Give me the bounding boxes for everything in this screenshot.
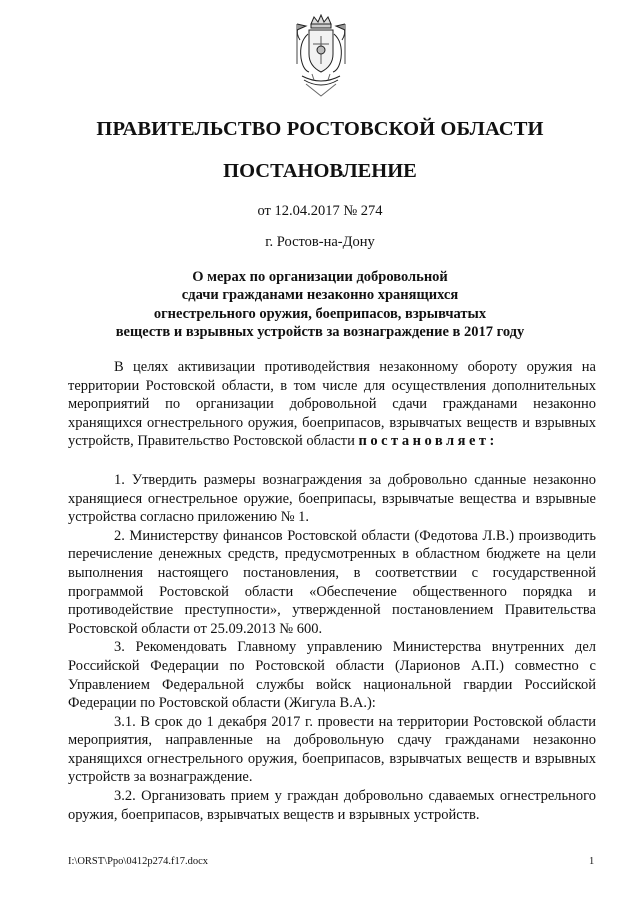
page-number: 1 <box>589 856 595 867</box>
subject-line: О мерах по организации добровольной <box>192 269 448 285</box>
preamble-paragraph <box>68 358 596 451</box>
subject-line: веществ и взрывных устройств за вознаграждение в 2017 году <box>115 324 525 341</box>
document-subject <box>100 268 540 342</box>
item-paragraph: 3. Рекомендовать Главному управлению Министерства внутренних дел Российской Федерации по Ростовской области (Ларионов А.П.) совместно с Управлением Федеральной службы войск национальной гвардии Российской Федерации по Ростовской области (Жигула В.А.): <box>68 639 596 712</box>
document-body <box>68 358 596 824</box>
subject-line: сдачи гражданами незаконно хранящихся <box>181 287 459 304</box>
preamble-text: В целях активизации противодействия незаконному обороту оружия на территории Ростовской области, в том числе для осуществления дополнительных мероприятий по организации добровольной сдачи гражданами незаконно хранящихся огнестрельного оружия, боеприпасов, взрывчатых веществ и взрывных устройств, Правительство Ростовской области <box>68 359 596 450</box>
item-paragraph: 3.2. Организовать прием у граждан добровольно сдаваемых огнестрельного оружия, боеприпасов, взрывчатых веществ и взрывных устройств. <box>68 788 596 823</box>
city: г. Ростов-на-Дону <box>265 234 375 250</box>
date-number: от 12.04.2017 № 274 <box>257 203 383 219</box>
subject-line: огнестрельного оружия, боеприпасов, взрывчатых <box>153 305 487 322</box>
decree-word: постановляет: <box>358 433 498 450</box>
document-type: ПОСТАНОВЛЕНИЕ <box>223 160 417 182</box>
organization-title: ПРАВИТЕЛЬСТВО РОСТОВСКОЙ ОБЛАСТИ <box>96 118 544 140</box>
item-paragraph: 1. Утвердить размеры вознаграждения за добровольно сданные незаконно хранящиеся огнестрельное оружие, боеприпасы, взрывчатые вещества и взрывные устройства согласно приложению № 1. <box>68 471 596 526</box>
footer-file-path: I:\ORST\Ppo\0412p274.f17.docx <box>68 856 209 867</box>
item-paragraph: 3.1. В срок до 1 декабря 2017 г. провести на территории Ростовской области мероприятия, направленные на добровольную сдачу гражданами незаконно хранящихся огнестрельного оружия, боеприпасов, взрывчатых веществ и взрывных устройств за вознаграждение. <box>68 713 596 786</box>
item-paragraph: 2. Министерству финансов Ростовской области (Федотова Л.В.) производить перечисление денежных средств, предусмотренных в областном бюджете на цели выполнения настоящего постановления, в соответствии с государственной программой Ростовской области «Обеспечение общественного порядка и противодействие преступности», утвержденной постановлением Правительства Ростовской области от 25.09.2013 № 600. <box>68 527 596 637</box>
rostov-oblast-coat-of-arms-icon <box>294 14 348 98</box>
